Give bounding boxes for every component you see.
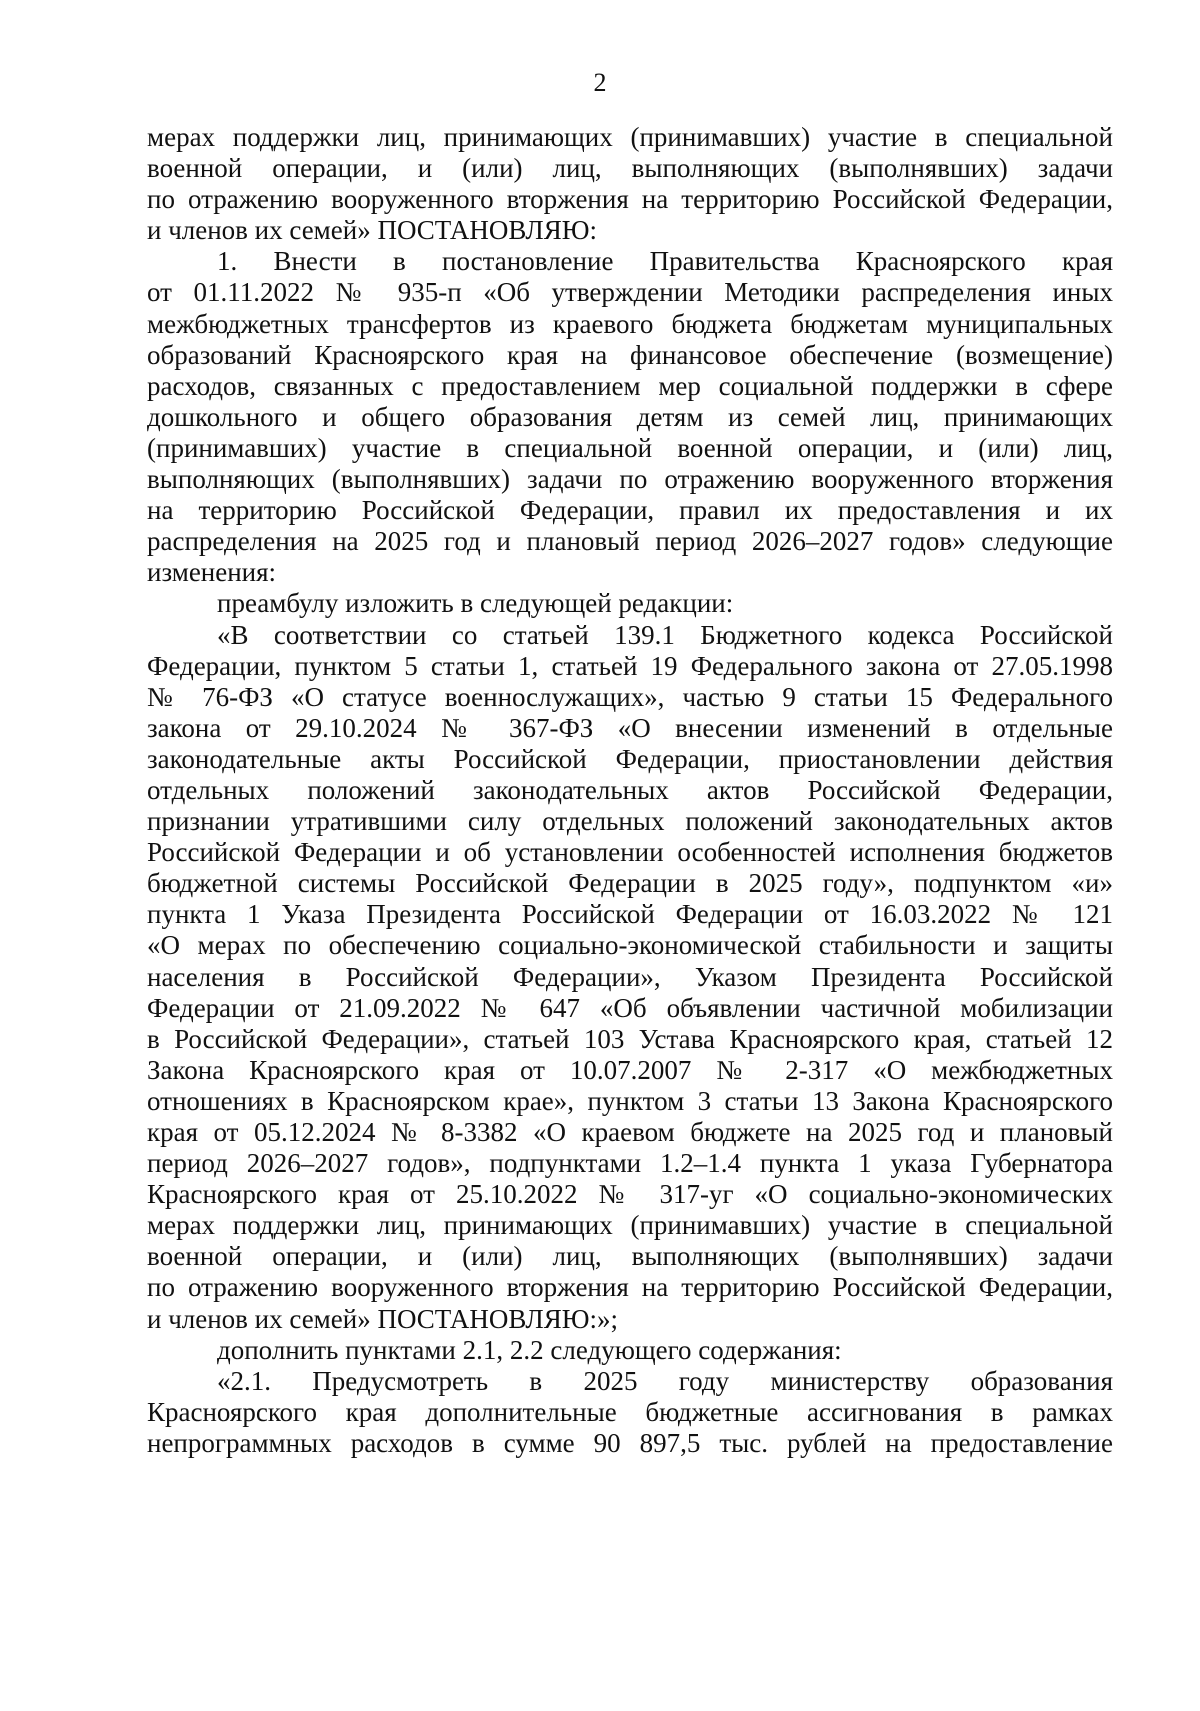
text-line: № 76-ФЗ «О статусе военнослужащих», частью 9 статьи 15 Федерального [147,681,1113,712]
text-line: расходов, связанных с предоставлением мер социальной поддержки в сфере [147,370,1113,401]
text-line: Российской Федерации и об установлении особенностей исполнения бюджетов [147,837,1113,868]
text-line: по отражению вооруженного вторжения на территорию Российской Федерации, [147,184,1113,215]
text-line: в Российской Федерации», статьей 103 Устава Красноярского края, статьей 12 [147,1023,1113,1054]
text-line: (принимавших) участие в специальной военной операции, и (или) лиц, [147,432,1113,463]
text-line: Закона Красноярского края от 10.07.2007 № 2-317 «О межбюджетных [147,1054,1113,1085]
text-line: «2.1. Предусмотреть в 2025 году министерству образования [217,1365,1113,1396]
text-line: Красноярского края дополнительные бюджетные ассигнования в рамках [147,1396,1113,1427]
text-line: населения в Российской Федерации», Указом Президента Российской [147,961,1113,992]
text-line: 1. Внести в постановление Правительства Красноярского края [217,246,1113,277]
text-line: бюджетной системы Российской Федерации в 2025 году», подпунктом «и» [147,868,1113,899]
text-line: закона от 29.10.2024 № 367-ФЗ «О внесении изменений в отдельные [147,712,1113,743]
text-line: и членов их семей» ПОСТАНОВЛЯЮ:»; [147,1303,618,1334]
text-line: образований Красноярского края на финансовое обеспечение (возмещение) [147,339,1113,370]
document-body [147,122,1113,1459]
text-line: период 2026–2027 годов», подпунктами 1.2–1.4 пункта 1 указа Губернатора [147,1148,1113,1179]
text-line: дополнить пунктами 2.1, 2.2 следующего содержания: [217,1334,842,1365]
text-line: выполняющих (выполнявших) задачи по отражению вооруженного вторжения [147,464,1113,495]
text-line: отдельных положений законодательных актов Российской Федерации, [147,774,1113,805]
text-line: пункта 1 Указа Президента Российской Федерации от 16.03.2022 № 121 [147,899,1113,930]
text-line: по отражению вооруженного вторжения на территорию Российской Федерации, [147,1272,1113,1303]
text-line: распределения на 2025 год и плановый период 2026–2027 годов» следующие [147,526,1113,557]
text-line: «В соответствии со статьей 139.1 Бюджетного кодекса Российской [217,619,1113,650]
text-line: мерах поддержки лиц, принимающих (принимавших) участие в специальной [147,122,1113,152]
text-line: от 01.11.2022 № 935-п «Об утверждении Методики распределения иных [147,277,1113,308]
text-line: края от 05.12.2024 № 8-3382 «О краевом бюджете на 2025 год и плановый [147,1117,1113,1147]
text-line: мерах поддержки лиц, принимающих (принимавших) участие в специальной [147,1210,1113,1241]
text-line: дошкольного и общего образования детям из семей лиц, принимающих [147,401,1113,432]
text-line: военной операции, и (или) лиц, выполняющих (выполнявших) задачи [147,1241,1113,1272]
text-line: Федерации от 21.09.2022 № 647 «Об объявлении частичной мобилизации [147,992,1113,1023]
text-line: признании утратившими силу отдельных положений законодательных актов [147,806,1113,837]
text-line: «О мерах по обеспечению социально-экономической стабильности и защиты [147,930,1113,961]
text-line: непрограммных расходов в сумме 90 897,5 тыс. рублей на предоставление [147,1427,1113,1458]
text-line: отношениях в Красноярском крае», пунктом 3 статьи 13 Закона Красноярского [147,1085,1113,1116]
text-line: Красноярского края от 25.10.2022 № 317-уг «О социально-экономических [147,1179,1113,1210]
page-number: 2 [593,68,607,97]
text-line: изменения: [147,557,277,588]
text-line: на территорию Российской Федерации, правил их предоставления и их [147,495,1113,526]
text-line: и членов их семей» ПОСТАНОВЛЯЮ: [147,215,597,246]
text-line: межбюджетных трансфертов из краевого бюджета бюджетам муниципальных [147,308,1113,339]
text-line: Федерации, пунктом 5 статьи 1, статьей 19 Федерального закона от 27.05.1998 [147,650,1113,681]
text-line: военной операции, и (или) лиц, выполняющих (выполнявших) задачи [147,153,1113,184]
text-line: преамбулу изложить в следующей редакции: [217,588,734,619]
text-line: законодательные акты Российской Федерации, приостановлении действия [147,743,1113,774]
